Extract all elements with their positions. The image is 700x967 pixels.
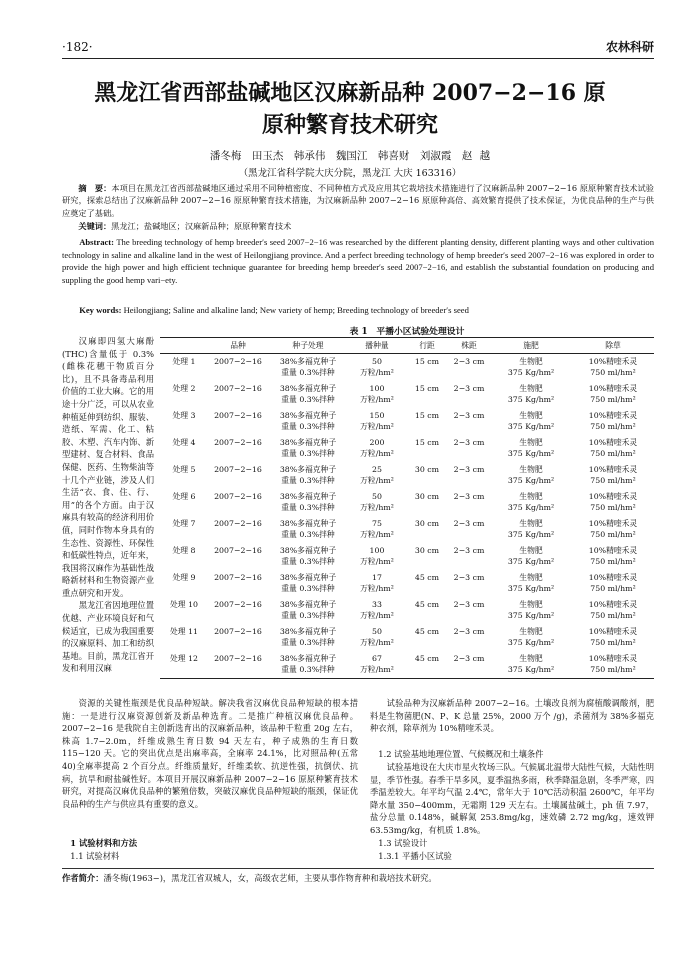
table-cell-line: 38%多福克种子 xyxy=(279,492,337,501)
site-paragraph: 试验基地设在大庆市星火牧场三队。气候属北温带大陆性气候，大陆性明显，季节性强。春季干旱多风，夏季温热多雨，秋季降温急剧，冬季严寒，四季温差较大。年平均气温 2.4℃，常年大于 10℃活动积温 2600℃，年平均降水量 350−400mm，无霜期 129 天左右。土壤属盐碱土，ph 值 7.97，盐分总量 0.148%，碱解氮 253.8mg/kg，速效磷 2.72 mg/kg，速效钾 63.53mg/kg，有机质 1.8%。 xyxy=(370,762,654,835)
footnote-label: 作者简介： xyxy=(62,873,104,883)
table-cell xyxy=(160,435,208,462)
table-cell-line: 15 cm xyxy=(414,357,440,366)
table-header: 种子处理 xyxy=(268,338,348,354)
table-cell xyxy=(406,543,448,570)
table-header-row xyxy=(160,338,654,354)
table-cell-line: 750 ml/hm² xyxy=(590,530,636,539)
table-cell xyxy=(448,624,490,651)
table-cell xyxy=(348,354,406,382)
table-cell xyxy=(406,354,448,382)
table-row xyxy=(160,489,654,516)
table-cell-line: 38%多福克种子 xyxy=(279,519,337,528)
table-cell-line: 2−3 cm xyxy=(453,573,485,582)
table-cell-line: 10%精喹禾灵 xyxy=(588,438,638,447)
table-cell-line: 重量 0.3%拌种 xyxy=(281,638,335,647)
table-cell xyxy=(268,381,348,408)
table-cell xyxy=(348,543,406,570)
table-row xyxy=(160,408,654,435)
table-cell xyxy=(572,597,654,624)
table-cell xyxy=(490,516,572,543)
table-cell-line: 2007−2−16 xyxy=(214,519,262,528)
table-cell xyxy=(448,354,490,382)
table-cell-line: 750 ml/hm² xyxy=(590,557,636,566)
table-cell xyxy=(572,408,654,435)
table-cell-line: 38%多福克种子 xyxy=(279,411,337,420)
table-cell xyxy=(208,624,268,651)
table-cell xyxy=(572,651,654,679)
table-cell xyxy=(160,651,208,679)
footnote xyxy=(62,872,654,884)
table-cell-line: 38%多福克种子 xyxy=(279,573,337,582)
table-cell xyxy=(160,516,208,543)
table-cell-line: 2007−2−16 xyxy=(214,600,262,609)
table-cell-line: 375 Kg/hm² xyxy=(507,422,555,431)
keywords-text: 黑龙江；盐碱地区；汉麻新品种；原原种繁育技术 xyxy=(111,221,292,231)
table-cell xyxy=(160,543,208,570)
table-cell-line: 750 ml/hm² xyxy=(590,665,636,674)
section-1-3-1-heading: 1.3.1 平播小区试验 xyxy=(378,851,452,861)
table-cell xyxy=(208,516,268,543)
table-cell xyxy=(160,354,208,382)
keywords-en-text: Heilongjiang; Saline and alkaline land; New variety of hemp; Breeding technology of breeder′s seed xyxy=(123,305,469,315)
table-cell-line: 重量 0.3%拌种 xyxy=(281,557,335,566)
table-cell-line: 750 ml/hm² xyxy=(590,584,636,593)
table-cell xyxy=(268,408,348,435)
abstract-text: 本项目在黑龙江省西部盐碱地区通过采用不同种植密度、不同种植方式及应用其它栽培技术措施进行了汉麻新品种 2007−2−16 原原种繁育技术试验研究，探索总结出了汉麻新品种 2007−2−16 原原种繁育技术措施，为汉麻新品种 2007−2−16 原原种高倍、高效繁育提供了技术保证，为优良品种的生产与供应奠定了基础。 xyxy=(62,183,654,218)
table-cell-line: 38%多福克种子 xyxy=(279,465,337,474)
table-cell-line: 重量 0.3%拌种 xyxy=(281,476,335,485)
table-row xyxy=(160,624,654,651)
table-cell-line: 200 xyxy=(369,438,385,447)
table-cell xyxy=(448,408,490,435)
table-cell-line: 生物肥 xyxy=(519,465,543,474)
table-cell-line: 150 xyxy=(369,411,385,420)
table-cell-line: 375 Kg/hm² xyxy=(507,368,555,377)
table-cell xyxy=(208,489,268,516)
table-cell-line: 2007−2−16 xyxy=(214,411,262,420)
table-cell xyxy=(406,489,448,516)
table-cell-line: 重量 0.3%拌种 xyxy=(281,665,335,674)
table-cell xyxy=(448,381,490,408)
table-cell-line: 2007−2−16 xyxy=(214,627,262,636)
table-cell xyxy=(490,435,572,462)
table-cell xyxy=(448,435,490,462)
section-1-1-heading: 1.1 试验材料 xyxy=(70,851,120,861)
table-cell-line: 2007−2−16 xyxy=(214,357,262,366)
table-header: 除草 xyxy=(572,338,654,354)
table-row xyxy=(160,381,654,408)
title-line-2: 原种繁育技术研究 xyxy=(261,112,438,138)
abstract-label: 摘 要： xyxy=(78,183,112,193)
table-cell xyxy=(208,354,268,382)
table-cell xyxy=(572,354,654,382)
table-cell xyxy=(160,597,208,624)
table-cell-line: 处理 8 xyxy=(172,546,196,555)
table-cell-line: 万粒/hm² xyxy=(360,476,394,485)
abstract-en-text: The breeding technology of hemp breeder′s seed 2007−2−16 was researched by the different planting density, different planting ways and other cultivation technology in saline and alkaline land in the west of Heilongjiang province. And a perfect breeding technology of hemp breeder′s seed 2007−2−16 was explored in order to provide the high power and high efficient technique guarantee for breeding hemp breeder′s seed 2007−2−16, and establish the substantial foundation on producing and suppling the good hemp vari−ety. xyxy=(62,237,654,285)
table-cell xyxy=(448,570,490,597)
table-cell xyxy=(406,570,448,597)
table-cell-line: 2007−2−16 xyxy=(214,546,262,555)
table-cell xyxy=(268,489,348,516)
table-header: 品种 xyxy=(208,338,268,354)
table-cell-line: 2−3 cm xyxy=(453,438,485,447)
table-cell-line: 45 cm xyxy=(414,654,440,663)
table-cell-line: 重量 0.3%拌种 xyxy=(281,368,335,377)
table-cell-line: 38%多福克种子 xyxy=(279,384,337,393)
table-cell-line: 45 cm xyxy=(414,627,440,636)
table-cell-line: 750 ml/hm² xyxy=(590,611,636,620)
table-cell-line: 38%多福克种子 xyxy=(279,438,337,447)
table-cell-line: 重量 0.3%拌种 xyxy=(281,530,335,539)
table-cell xyxy=(490,489,572,516)
table-cell-line: 2007−2−16 xyxy=(214,384,262,393)
keywords-zh xyxy=(62,220,654,232)
table-cell-line: 375 Kg/hm² xyxy=(507,476,555,485)
header-rule xyxy=(62,58,654,59)
table-cell-line: 38%多福克种子 xyxy=(279,546,337,555)
table-cell xyxy=(268,624,348,651)
table-cell xyxy=(490,597,572,624)
table-cell xyxy=(268,651,348,679)
table-cell-line: 2−3 cm xyxy=(453,492,485,501)
table-cell xyxy=(268,543,348,570)
table-cell-line: 375 Kg/hm² xyxy=(507,503,555,512)
table-cell-line: 生物肥 xyxy=(519,384,543,393)
table-cell-line: 重量 0.3%拌种 xyxy=(281,449,335,458)
table-cell xyxy=(208,543,268,570)
abstract-en xyxy=(62,236,654,286)
footnote-text: 潘冬梅(1963−)，黑龙江省双城人，女，高级农艺师，主要从事作物育种和栽培技术研究。 xyxy=(103,873,437,883)
table-cell-line: 38%多福克种子 xyxy=(279,654,337,663)
table-cell-line: 2−3 cm xyxy=(453,384,485,393)
table-cell xyxy=(348,435,406,462)
table-cell-line: 10%精喹禾灵 xyxy=(588,492,638,501)
table-cell xyxy=(160,462,208,489)
keywords-label: 关键词： xyxy=(78,221,112,231)
table-cell xyxy=(268,435,348,462)
table-cell-line: 处理 4 xyxy=(172,438,196,447)
table-cell-line: 375 Kg/hm² xyxy=(507,611,555,620)
table-cell-line: 生物肥 xyxy=(519,627,543,636)
table-row xyxy=(160,651,654,679)
table-cell xyxy=(348,381,406,408)
intro-bottom-left: 资源的关键性瓶颈是优良品种短缺。解决我省汉麻优良品种短缺的根本措施：一是进行汉麻资源创新及新品种选育。二是推广种植汉麻优良品种。 2007−2−16 是我院自主创新选育出的汉麻新品种，该品种千粒重 20g 左右，株高 1.7−2.0m，纤维成熟生育日数 94 天左右，种子成熟的生育日数 115−120 天。它的突出优点是出麻率高，全麻率 24.1%，比对照品种(五常 40)全麻率提高 2 个百分点。纤维质量好，纤维柔软、抗逆性强，抗倒伏、抗病，抗旱和耐盐碱性好。本项目开展汉麻新品种 2007−2−16 原原种繁育技术研究，对提高汉麻优良品种的繁殖倍数，突破汉麻优良品种短缺的瓶颈，保证优良品种的生产与供应具有重要的意义。 xyxy=(62,698,358,809)
section-1-heading: 1 试验材料和方法 xyxy=(70,838,138,848)
table-cell-line: 2−3 cm xyxy=(453,519,485,528)
table-cell-line: 2−3 cm xyxy=(453,357,485,366)
table-cell xyxy=(406,462,448,489)
table-cell-line: 50 xyxy=(372,492,382,501)
table-cell-line: 2007−2−16 xyxy=(214,654,262,663)
table-cell-line: 10%精喹禾灵 xyxy=(588,357,638,366)
table-header: 行距 xyxy=(406,338,448,354)
table-cell xyxy=(490,624,572,651)
table-cell xyxy=(348,489,406,516)
table-cell xyxy=(572,543,654,570)
abstract-zh xyxy=(62,182,654,219)
table-cell xyxy=(406,597,448,624)
table-cell-line: 生物肥 xyxy=(519,546,543,555)
table-cell xyxy=(348,651,406,679)
table-cell-line: 67 xyxy=(372,654,382,663)
abstract-en-label: Abstract: xyxy=(79,237,115,247)
keywords-en xyxy=(62,304,654,317)
table-cell-line: 38%多福克种子 xyxy=(279,627,337,636)
table-cell-line: 75 xyxy=(372,519,382,528)
table-cell xyxy=(160,381,208,408)
table-cell-line: 生物肥 xyxy=(519,654,543,663)
table-cell-line: 万粒/hm² xyxy=(360,503,394,512)
table-cell xyxy=(490,354,572,382)
table-body xyxy=(160,354,654,679)
table-cell xyxy=(208,651,268,679)
table-row xyxy=(160,354,654,382)
table-cell-line: 10%精喹禾灵 xyxy=(588,600,638,609)
page-number: ·182· xyxy=(62,40,93,54)
table-cell-line: 30 cm xyxy=(414,492,440,501)
table-cell-line: 25 xyxy=(372,465,382,474)
table-cell xyxy=(448,516,490,543)
table-cell-line: 50 xyxy=(372,357,382,366)
table-cell xyxy=(448,651,490,679)
table-header: 株距 xyxy=(448,338,490,354)
table-cell-line: 处理 7 xyxy=(172,519,196,528)
table-cell xyxy=(490,381,572,408)
table-cell xyxy=(406,435,448,462)
table-cell xyxy=(160,624,208,651)
table-cell-line: 处理 6 xyxy=(172,492,196,501)
table-cell-line: 处理 12 xyxy=(170,654,198,663)
table-cell-line: 生物肥 xyxy=(519,438,543,447)
table-cell-line: 万粒/hm² xyxy=(360,368,394,377)
table-cell-line: 10%精喹禾灵 xyxy=(588,465,638,474)
table-cell-line: 生物肥 xyxy=(519,573,543,582)
table-cell xyxy=(572,489,654,516)
table-cell-line: 375 Kg/hm² xyxy=(507,395,555,404)
table-cell-line: 10%精喹禾灵 xyxy=(588,519,638,528)
table-cell xyxy=(268,597,348,624)
table-cell-line: 处理 5 xyxy=(172,465,196,474)
section-1-3-heading: 1.3 试验设计 xyxy=(378,838,428,848)
table-cell xyxy=(490,570,572,597)
table-cell-line: 100 xyxy=(369,384,385,393)
table-cell xyxy=(208,381,268,408)
table-cell xyxy=(572,516,654,543)
section-1-2-heading: 1.2 试验基地地理位置、气候概况和土壤条件 xyxy=(378,749,544,759)
table-cell xyxy=(268,462,348,489)
table-cell-line: 50 xyxy=(372,627,382,636)
table-cell xyxy=(490,462,572,489)
table-header: 施肥 xyxy=(490,338,572,354)
table-cell xyxy=(348,516,406,543)
table-cell-line: 万粒/hm² xyxy=(360,422,394,431)
table-cell xyxy=(490,543,572,570)
table-cell-line: 重量 0.3%拌种 xyxy=(281,422,335,431)
table-cell-line: 10%精喹禾灵 xyxy=(588,654,638,663)
table-cell-line: 万粒/hm² xyxy=(360,530,394,539)
table-cell xyxy=(406,516,448,543)
affiliation: （黑龙江省科学院大庆分院，黑龙江 大庆 163316） xyxy=(238,168,462,179)
table-cell-line: 10%精喹禾灵 xyxy=(588,384,638,393)
table-cell xyxy=(208,462,268,489)
table-cell-line: 2007−2−16 xyxy=(214,465,262,474)
table-cell-line: 万粒/hm² xyxy=(360,611,394,620)
table-cell-line: 15 cm xyxy=(414,411,440,420)
table-cell-line: 2007−2−16 xyxy=(214,573,262,582)
table-cell-line: 10%精喹禾灵 xyxy=(588,627,638,636)
table-cell-line: 30 cm xyxy=(414,465,440,474)
table-cell-line: 处理 1 xyxy=(172,357,196,366)
table-cell-line: 33 xyxy=(372,600,382,609)
table-cell-line: 万粒/hm² xyxy=(360,584,394,593)
table-cell-line: 2−3 cm xyxy=(453,465,485,474)
table-cell-line: 750 ml/hm² xyxy=(590,422,636,431)
table-cell-line: 生物肥 xyxy=(519,492,543,501)
table-cell-line: 30 cm xyxy=(414,546,440,555)
authors: 潘冬梅 田玉杰 韩承伟 魏国江 韩喜财 刘淑霞 赵 越 xyxy=(209,150,491,162)
table-cell-line: 375 Kg/hm² xyxy=(507,449,555,458)
table-cell xyxy=(160,570,208,597)
table-cell-line: 17 xyxy=(372,573,382,582)
title-line-1: 黑龙江省西部盐碱地区汉麻新品种 2007−2−16 原 xyxy=(94,80,606,106)
table-cell-line: 375 Kg/hm² xyxy=(507,530,555,539)
table-cell xyxy=(160,408,208,435)
journal-name: 农林科研 xyxy=(605,40,654,54)
table-cell xyxy=(268,570,348,597)
table-cell xyxy=(348,570,406,597)
table-cell xyxy=(572,462,654,489)
table-cell-line: 处理 11 xyxy=(170,627,198,636)
table-cell-line: 375 Kg/hm² xyxy=(507,584,555,593)
table-cell-line: 处理 9 xyxy=(172,573,196,582)
table-cell-line: 重量 0.3%拌种 xyxy=(281,503,335,512)
table-cell-line: 重量 0.3%拌种 xyxy=(281,611,335,620)
table-cell xyxy=(448,597,490,624)
table-cell-line: 生物肥 xyxy=(519,519,543,528)
table-cell-line: 万粒/hm² xyxy=(360,557,394,566)
table-row xyxy=(160,435,654,462)
table-cell xyxy=(572,624,654,651)
table-cell-line: 处理 10 xyxy=(170,600,198,609)
treatment-table xyxy=(160,337,654,679)
table-cell xyxy=(208,597,268,624)
table-cell xyxy=(348,462,406,489)
table-cell xyxy=(448,543,490,570)
table-cell xyxy=(208,435,268,462)
table-cell-line: 2007−2−16 xyxy=(214,438,262,447)
table-row xyxy=(160,543,654,570)
footnote-rule xyxy=(62,868,654,869)
table-cell-line: 万粒/hm² xyxy=(360,395,394,404)
table-cell xyxy=(448,462,490,489)
table-cell xyxy=(348,597,406,624)
table-cell xyxy=(208,408,268,435)
table-cell-line: 生物肥 xyxy=(519,600,543,609)
table-cell-line: 万粒/hm² xyxy=(360,449,394,458)
intro-left-column: 汉麻即四氢大麻酚(THC)含量低于 0.3%(雌株花穗干物质百分比)，且不具备毒品利用价值的工业大麻。它的用途十分广泛，可以从农业种植延伸到纺织、服装、造纸、军需、化工、粘胶、木塑、汽车内饰、新型建材、复合材料、食品保健、医药、生物柴油等十几个产业链，涉及人们生活“衣、食、住、行、用”的各个方面。由于汉麻具有较高的经济利用价值，同时作物本身具有的生态性、资源性、环保性和低碳性特点，近年来，我国将汉麻作为基础性战略新材料和生物资源产业重点研究和开发。 黑龙江省因地理位置优越、产业环境良好和气候适宜，已成为我国重要的汉麻原料、加工和纺织基地。目前，黑龙江省开发和利用汉麻 xyxy=(62,336,154,674)
table-cell-line: 2007−2−16 xyxy=(214,492,262,501)
table-cell-line: 375 Kg/hm² xyxy=(507,557,555,566)
table-cell-line: 10%精喹禾灵 xyxy=(588,573,638,582)
table-cell-line: 30 cm xyxy=(414,519,440,528)
table-cell-line: 2−3 cm xyxy=(453,600,485,609)
table-cell-line: 750 ml/hm² xyxy=(590,449,636,458)
table-cell-line: 处理 2 xyxy=(172,384,196,393)
table-row xyxy=(160,462,654,489)
table-cell-line: 重量 0.3%拌种 xyxy=(281,395,335,404)
table-header: 播种量 xyxy=(348,338,406,354)
table-cell-line: 处理 3 xyxy=(172,411,196,420)
table-cell-line: 750 ml/hm² xyxy=(590,638,636,647)
table-cell-line: 375 Kg/hm² xyxy=(507,638,555,647)
table-cell-line: 750 ml/hm² xyxy=(590,395,636,404)
table-cell-line: 10%精喹禾灵 xyxy=(588,411,638,420)
table-cell-line: 38%多福克种子 xyxy=(279,600,337,609)
table-cell-line: 15 cm xyxy=(414,384,440,393)
table-cell xyxy=(572,570,654,597)
table-cell xyxy=(572,381,654,408)
table-cell-line: 750 ml/hm² xyxy=(590,476,636,485)
table-cell-line: 10%精喹禾灵 xyxy=(588,546,638,555)
table-cell-line: 万粒/hm² xyxy=(360,665,394,674)
table-cell-line: 2−3 cm xyxy=(453,627,485,636)
table-cell xyxy=(406,651,448,679)
table-cell xyxy=(406,408,448,435)
table-cell xyxy=(448,489,490,516)
table-cell xyxy=(268,516,348,543)
table-cell xyxy=(490,408,572,435)
table-cell-line: 生物肥 xyxy=(519,411,543,420)
table-row xyxy=(160,570,654,597)
table-cell-line: 2−3 cm xyxy=(453,546,485,555)
table-cell xyxy=(208,570,268,597)
table-header xyxy=(160,338,208,354)
table-cell-line: 750 ml/hm² xyxy=(590,503,636,512)
table-cell-line: 45 cm xyxy=(414,573,440,582)
table-row xyxy=(160,597,654,624)
table-cell xyxy=(490,651,572,679)
table-caption: 表 1 平播小区试验处理设计 xyxy=(349,327,465,337)
table-cell xyxy=(348,624,406,651)
table-cell xyxy=(406,624,448,651)
table-cell xyxy=(572,435,654,462)
table-cell-line: 38%多福克种子 xyxy=(279,357,337,366)
table-cell xyxy=(268,354,348,382)
table-row xyxy=(160,516,654,543)
table-cell-line: 生物肥 xyxy=(519,357,543,366)
table-cell xyxy=(406,381,448,408)
table-cell-line: 45 cm xyxy=(414,600,440,609)
table-cell xyxy=(348,408,406,435)
table-cell-line: 2−3 cm xyxy=(453,411,485,420)
table-cell-line: 15 cm xyxy=(414,438,440,447)
table-cell-line: 375 Kg/hm² xyxy=(507,665,555,674)
keywords-en-label: Key words: xyxy=(79,305,122,315)
table-cell-line: 万粒/hm² xyxy=(360,638,394,647)
table-cell-line: 2−3 cm xyxy=(453,654,485,663)
table-cell-line: 750 ml/hm² xyxy=(590,368,636,377)
table-cell-line: 100 xyxy=(369,546,385,555)
materials-paragraph: 试验品种为汉麻新品种 2007−2−16。土壤改良剂为腐植酸调酸剂，肥料是生物菌肥(N、P、K 总量 25%，2000 万个 /g)，杀菌剂为 38%多福克种衣剂，除草剂为 10%精喹禾灵。 xyxy=(370,698,654,734)
table-cell-line: 重量 0.3%拌种 xyxy=(281,584,335,593)
table-cell xyxy=(160,489,208,516)
